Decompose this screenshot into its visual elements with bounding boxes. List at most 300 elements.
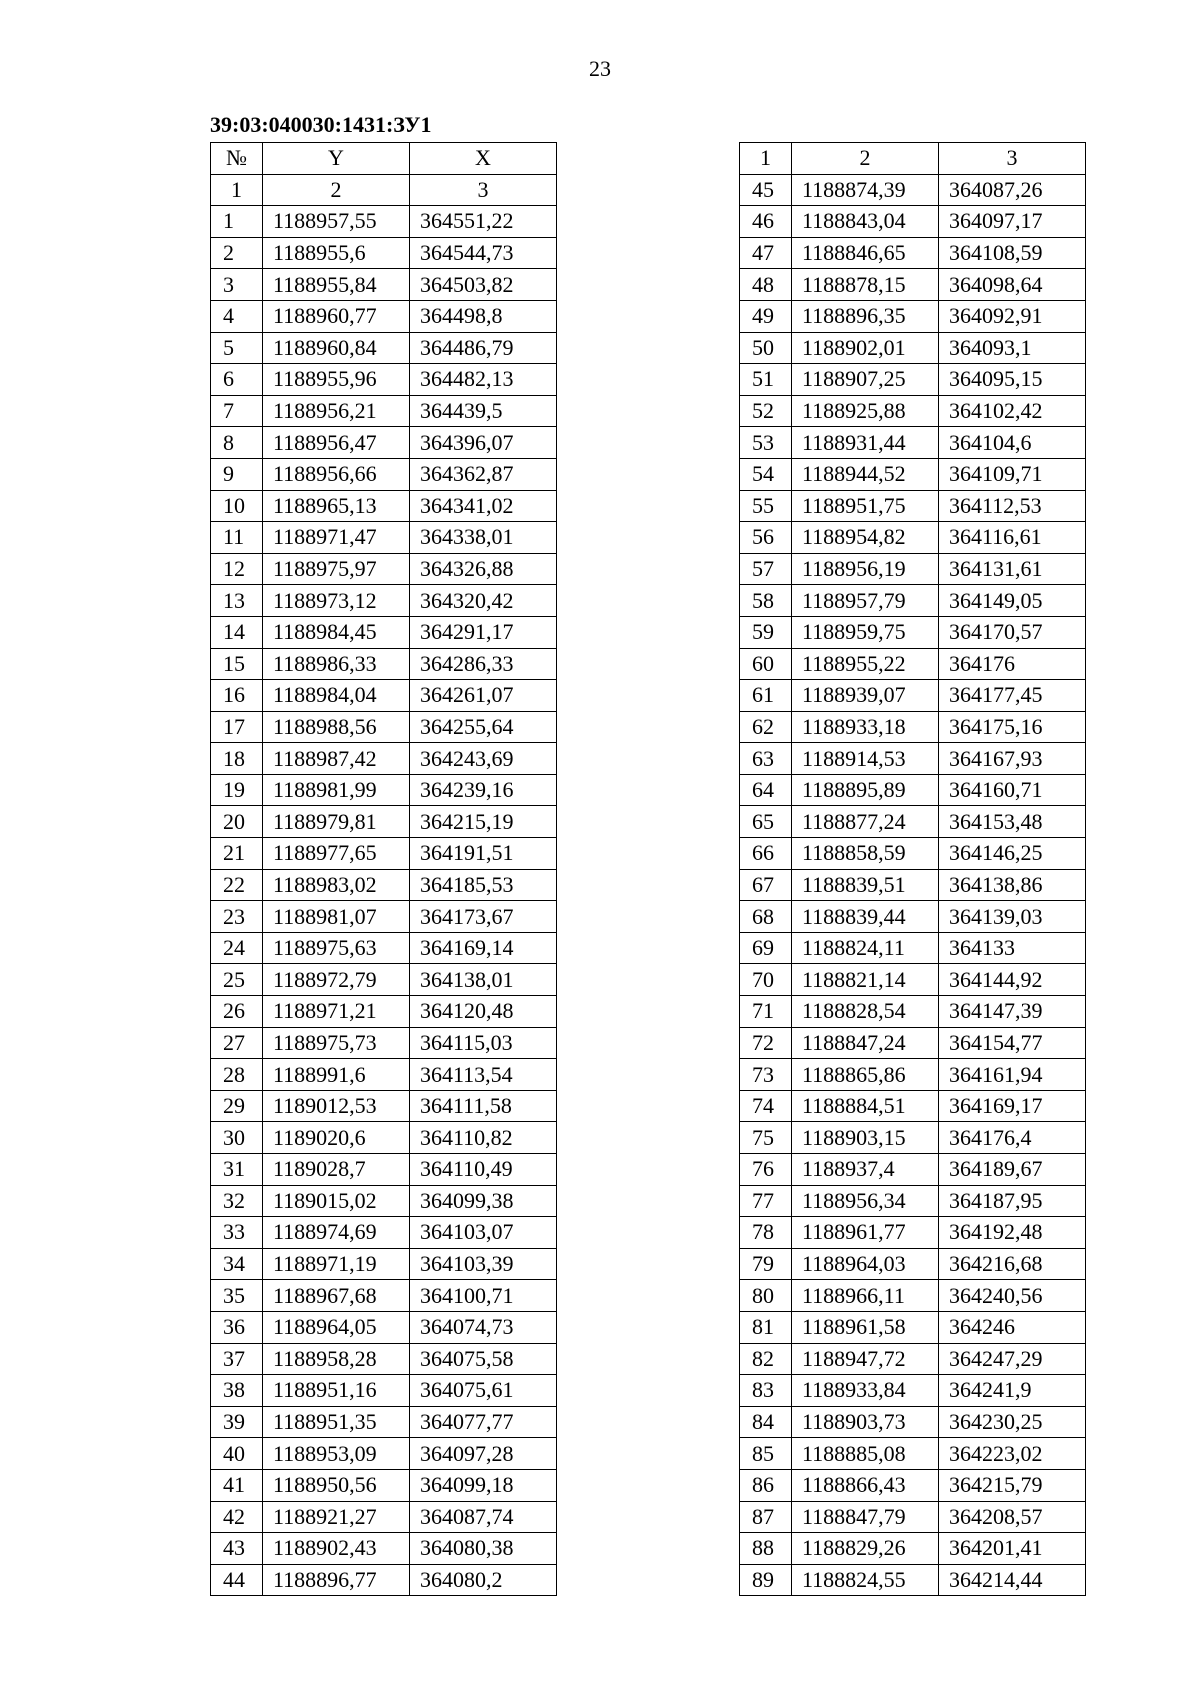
x-coordinate-cell: 364247,29 [939, 1343, 1086, 1375]
point-number-cell: 55 [740, 490, 792, 522]
x-coordinate-cell: 364099,38 [410, 1185, 557, 1217]
x-coordinate-cell: 364338,01 [410, 522, 557, 554]
point-number-cell: 3 [211, 269, 263, 301]
y-coordinate-cell: 1188972,79 [263, 964, 410, 996]
table-row [211, 1154, 557, 1186]
point-number-cell: 52 [740, 395, 792, 427]
x-coordinate-cell: 364208,57 [939, 1501, 1086, 1533]
x-coordinate-cell: 364498,8 [410, 300, 557, 332]
y-coordinate-cell: 1188983,02 [263, 869, 410, 901]
point-number-cell: 82 [740, 1343, 792, 1375]
point-number-cell: 80 [740, 1280, 792, 1312]
x-coordinate-cell: 364103,07 [410, 1217, 557, 1249]
y-coordinate-cell: 1188951,16 [263, 1375, 410, 1407]
x-coordinate-cell: 364439,5 [410, 395, 557, 427]
y-coordinate-cell: 1188956,21 [263, 395, 410, 427]
y-coordinate-cell: 1188987,42 [263, 743, 410, 775]
x-coordinate-cell: 364120,48 [410, 996, 557, 1028]
point-number-cell: 32 [211, 1185, 263, 1217]
point-number-cell: 31 [211, 1154, 263, 1186]
x-coordinate-cell: 364074,73 [410, 1311, 557, 1343]
y-coordinate-cell: 1188958,28 [263, 1343, 410, 1375]
point-number-cell: 46 [740, 206, 792, 238]
table-row [740, 458, 1086, 490]
table-row [740, 300, 1086, 332]
x-coordinate-cell: 364147,39 [939, 996, 1086, 1028]
point-number-cell: 62 [740, 711, 792, 743]
x-coordinate-cell: 364087,74 [410, 1501, 557, 1533]
x-coordinate-cell: 364108,59 [939, 237, 1086, 269]
y-coordinate-cell: 1188984,45 [263, 616, 410, 648]
y-coordinate-cell: 1188865,86 [792, 1059, 939, 1091]
y-coordinate-cell: 1188847,24 [792, 1027, 939, 1059]
point-number-cell: 70 [740, 964, 792, 996]
x-coordinate-cell: 364112,53 [939, 490, 1086, 522]
number-column-header: № [211, 143, 263, 175]
y-coordinate-cell: 1188973,12 [263, 585, 410, 617]
point-number-cell: 28 [211, 1059, 263, 1091]
x-coordinate-cell: 364149,05 [939, 585, 1086, 617]
point-number-cell: 57 [740, 553, 792, 585]
y-coordinate-cell: 1188878,15 [792, 269, 939, 301]
y-coordinate-cell: 1188828,54 [792, 996, 939, 1028]
x-coordinate-cell: 364161,94 [939, 1059, 1086, 1091]
point-number-cell: 54 [740, 458, 792, 490]
x-coordinate-cell: 364286,33 [410, 648, 557, 680]
point-number-cell: 27 [211, 1027, 263, 1059]
y-coordinate-cell: 1189020,6 [263, 1122, 410, 1154]
y-coordinate-cell: 1188967,68 [263, 1280, 410, 1312]
y-coordinate-cell: 1188824,11 [792, 932, 939, 964]
y-coordinate-cell: 1188956,34 [792, 1185, 939, 1217]
x-coordinate-cell: 364131,61 [939, 553, 1086, 585]
x-coordinate-cell: 364098,64 [939, 269, 1086, 301]
point-number-cell: 48 [740, 269, 792, 301]
column-index-3: 3 [939, 143, 1086, 175]
y-coordinate-cell: 1188903,73 [792, 1406, 939, 1438]
table-row [740, 996, 1086, 1028]
table-row [740, 1311, 1086, 1343]
point-number-cell: 6 [211, 364, 263, 396]
table-row [211, 269, 557, 301]
table-row [211, 774, 557, 806]
table-row [740, 1217, 1086, 1249]
table-row [740, 1343, 1086, 1375]
table-row [211, 1343, 557, 1375]
point-number-cell: 26 [211, 996, 263, 1028]
table-row [211, 1406, 557, 1438]
x-coordinate-cell: 364080,2 [410, 1564, 557, 1596]
y-coordinate-cell: 1188956,66 [263, 458, 410, 490]
table-row [211, 743, 557, 775]
y-coordinate-cell: 1188884,51 [792, 1090, 939, 1122]
table-row [740, 1185, 1086, 1217]
point-number-cell: 14 [211, 616, 263, 648]
y-coordinate-cell: 1189015,02 [263, 1185, 410, 1217]
x-coordinate-cell: 364223,02 [939, 1438, 1086, 1470]
y-coordinate-cell: 1188896,35 [792, 300, 939, 332]
point-number-cell: 17 [211, 711, 263, 743]
x-coordinate-cell: 364216,68 [939, 1248, 1086, 1280]
x-coordinate-cell: 364160,71 [939, 774, 1086, 806]
x-coordinate-cell: 364080,38 [410, 1533, 557, 1565]
x-coordinate-cell: 364092,91 [939, 300, 1086, 332]
table-row [740, 1248, 1086, 1280]
x-coordinate-cell: 364326,88 [410, 553, 557, 585]
table-row [740, 364, 1086, 396]
point-number-cell: 7 [211, 395, 263, 427]
y-coordinate-cell: 1188955,22 [792, 648, 939, 680]
point-number-cell: 42 [211, 1501, 263, 1533]
y-coordinate-cell: 1188955,84 [263, 269, 410, 301]
table-row [211, 680, 557, 712]
y-coordinate-cell: 1188966,11 [792, 1280, 939, 1312]
table-row [740, 806, 1086, 838]
point-number-cell: 44 [211, 1564, 263, 1596]
table-row [211, 1564, 557, 1596]
table-row [211, 585, 557, 617]
x-coordinate-cell: 364246 [939, 1311, 1086, 1343]
y-coordinate-cell: 1188974,69 [263, 1217, 410, 1249]
x-coordinate-cell: 364551,22 [410, 206, 557, 238]
x-coordinate-cell: 364170,57 [939, 616, 1086, 648]
table-row [740, 711, 1086, 743]
table-row [211, 838, 557, 870]
x-coordinate-cell: 364075,58 [410, 1343, 557, 1375]
y-coordinate-cell: 1188866,43 [792, 1469, 939, 1501]
table-row [740, 1059, 1086, 1091]
x-coordinate-cell: 364144,92 [939, 964, 1086, 996]
x-coordinate-cell: 364093,1 [939, 332, 1086, 364]
point-number-cell: 13 [211, 585, 263, 617]
y-coordinate-cell: 1188975,97 [263, 553, 410, 585]
table-row [740, 585, 1086, 617]
table-row [211, 206, 557, 238]
x-coordinate-cell: 364239,16 [410, 774, 557, 806]
y-coordinate-cell: 1188933,18 [792, 711, 939, 743]
point-number-cell: 4 [211, 300, 263, 332]
x-coordinate-cell: 364075,61 [410, 1375, 557, 1407]
point-number-cell: 85 [740, 1438, 792, 1470]
point-number-cell: 87 [740, 1501, 792, 1533]
point-number-cell: 84 [740, 1406, 792, 1438]
x-coordinate-cell: 364102,42 [939, 395, 1086, 427]
table-row [211, 1090, 557, 1122]
y-coordinate-cell: 1188981,99 [263, 774, 410, 806]
y-coordinate-cell: 1188965,13 [263, 490, 410, 522]
table-row [211, 1059, 557, 1091]
y-coordinate-cell: 1188939,07 [792, 680, 939, 712]
y-column-header: Y [263, 143, 410, 175]
table-row [211, 237, 557, 269]
y-coordinate-cell: 1188986,33 [263, 648, 410, 680]
table-row [211, 1469, 557, 1501]
x-coordinate-cell: 364153,48 [939, 806, 1086, 838]
y-coordinate-cell: 1188907,25 [792, 364, 939, 396]
table-row [211, 427, 557, 459]
table-row [211, 869, 557, 901]
table-row [740, 1280, 1086, 1312]
table-row [211, 522, 557, 554]
table-row [740, 427, 1086, 459]
table-row [211, 1280, 557, 1312]
point-number-cell: 56 [740, 522, 792, 554]
x-column-header: X [410, 143, 557, 175]
x-coordinate-cell: 364169,17 [939, 1090, 1086, 1122]
point-number-cell: 71 [740, 996, 792, 1028]
y-coordinate-cell: 1188944,52 [792, 458, 939, 490]
table-row [211, 332, 557, 364]
table-row [211, 616, 557, 648]
table-row [740, 553, 1086, 585]
table-row [211, 1027, 557, 1059]
y-coordinate-cell: 1188821,14 [792, 964, 939, 996]
x-coordinate-cell: 364255,64 [410, 711, 557, 743]
x-coordinate-cell: 364214,44 [939, 1564, 1086, 1596]
x-coordinate-cell: 364187,95 [939, 1185, 1086, 1217]
point-number-cell: 88 [740, 1533, 792, 1565]
x-coordinate-cell: 364189,67 [939, 1154, 1086, 1186]
table-row [740, 964, 1086, 996]
y-coordinate-cell: 1188839,44 [792, 901, 939, 933]
y-coordinate-cell: 1188937,4 [792, 1154, 939, 1186]
x-coordinate-cell: 364503,82 [410, 269, 557, 301]
point-number-cell: 10 [211, 490, 263, 522]
x-coordinate-cell: 364113,54 [410, 1059, 557, 1091]
y-coordinate-cell: 1188925,88 [792, 395, 939, 427]
y-coordinate-cell: 1188829,26 [792, 1533, 939, 1565]
table-row [740, 1406, 1086, 1438]
coordinates-table-right [739, 142, 1086, 1596]
point-number-cell: 69 [740, 932, 792, 964]
table-row [211, 395, 557, 427]
table-row [740, 1122, 1086, 1154]
table-row [740, 838, 1086, 870]
table-header-row [740, 143, 1086, 175]
x-coordinate-cell: 364097,17 [939, 206, 1086, 238]
coordinates-table-left [210, 142, 557, 1596]
x-coordinate-cell: 364115,03 [410, 1027, 557, 1059]
x-coordinate-cell: 364154,77 [939, 1027, 1086, 1059]
point-number-cell: 59 [740, 616, 792, 648]
page-number: 23 [589, 56, 611, 81]
table-row [211, 711, 557, 743]
point-number-cell: 23 [211, 901, 263, 933]
y-coordinate-cell: 1188895,89 [792, 774, 939, 806]
parcel-id-heading: 39:03:040030:1431:ЗУ1 [210, 112, 432, 137]
x-coordinate-cell: 364087,26 [939, 174, 1086, 206]
column-index-3: 3 [410, 174, 557, 206]
y-coordinate-cell: 1188933,84 [792, 1375, 939, 1407]
table-row [740, 1438, 1086, 1470]
point-number-cell: 45 [740, 174, 792, 206]
point-number-cell: 30 [211, 1122, 263, 1154]
point-number-cell: 34 [211, 1248, 263, 1280]
y-coordinate-cell: 1188956,47 [263, 427, 410, 459]
x-coordinate-cell: 364176,4 [939, 1122, 1086, 1154]
x-coordinate-cell: 364201,41 [939, 1533, 1086, 1565]
table-row [740, 648, 1086, 680]
y-coordinate-cell: 1188981,07 [263, 901, 410, 933]
y-coordinate-cell: 1188957,79 [792, 585, 939, 617]
y-coordinate-cell: 1188874,39 [792, 174, 939, 206]
x-coordinate-cell: 364185,53 [410, 869, 557, 901]
point-number-cell: 33 [211, 1217, 263, 1249]
point-number-cell: 63 [740, 743, 792, 775]
table-row [211, 553, 557, 585]
x-coordinate-cell: 364177,45 [939, 680, 1086, 712]
x-coordinate-cell: 364133 [939, 932, 1086, 964]
x-coordinate-cell: 364396,07 [410, 427, 557, 459]
point-number-cell: 68 [740, 901, 792, 933]
y-coordinate-cell: 1188960,77 [263, 300, 410, 332]
table-row [740, 1154, 1086, 1186]
x-coordinate-cell: 364167,93 [939, 743, 1086, 775]
x-coordinate-cell: 364176 [939, 648, 1086, 680]
x-coordinate-cell: 364104,6 [939, 427, 1086, 459]
y-coordinate-cell: 1188950,56 [263, 1469, 410, 1501]
point-number-cell: 79 [740, 1248, 792, 1280]
point-number-cell: 36 [211, 1311, 263, 1343]
x-coordinate-cell: 364215,19 [410, 806, 557, 838]
x-coordinate-cell: 364175,16 [939, 711, 1086, 743]
y-coordinate-cell: 1189028,7 [263, 1154, 410, 1186]
table-row [740, 616, 1086, 648]
y-coordinate-cell: 1188984,04 [263, 680, 410, 712]
point-number-cell: 86 [740, 1469, 792, 1501]
point-number-cell: 24 [211, 932, 263, 964]
x-coordinate-cell: 364110,82 [410, 1122, 557, 1154]
point-number-cell: 53 [740, 427, 792, 459]
x-coordinate-cell: 364544,73 [410, 237, 557, 269]
table-row [740, 680, 1086, 712]
point-number-cell: 29 [211, 1090, 263, 1122]
y-coordinate-cell: 1188961,58 [792, 1311, 939, 1343]
x-coordinate-cell: 364230,25 [939, 1406, 1086, 1438]
x-coordinate-cell: 364116,61 [939, 522, 1086, 554]
y-coordinate-cell: 1188885,08 [792, 1438, 939, 1470]
table-row [211, 901, 557, 933]
table-row [740, 1027, 1086, 1059]
y-coordinate-cell: 1188971,19 [263, 1248, 410, 1280]
x-coordinate-cell: 364146,25 [939, 838, 1086, 870]
y-coordinate-cell: 1188858,59 [792, 838, 939, 870]
table-row [211, 1533, 557, 1565]
y-coordinate-cell: 1188824,55 [792, 1564, 939, 1596]
point-number-cell: 16 [211, 680, 263, 712]
point-number-cell: 60 [740, 648, 792, 680]
table-row [740, 743, 1086, 775]
x-coordinate-cell: 364100,71 [410, 1280, 557, 1312]
x-coordinate-cell: 364482,13 [410, 364, 557, 396]
y-coordinate-cell: 1188975,63 [263, 932, 410, 964]
table-subheader-row [211, 174, 557, 206]
x-coordinate-cell: 364261,07 [410, 680, 557, 712]
table-row [211, 1217, 557, 1249]
point-number-cell: 18 [211, 743, 263, 775]
table-row [740, 901, 1086, 933]
point-number-cell: 47 [740, 237, 792, 269]
point-number-cell: 19 [211, 774, 263, 806]
point-number-cell: 58 [740, 585, 792, 617]
point-number-cell: 67 [740, 869, 792, 901]
table-row [740, 869, 1086, 901]
table-row [740, 1533, 1086, 1565]
x-coordinate-cell: 364169,14 [410, 932, 557, 964]
x-coordinate-cell: 364191,51 [410, 838, 557, 870]
point-number-cell: 20 [211, 806, 263, 838]
point-number-cell: 43 [211, 1533, 263, 1565]
table-row [211, 1375, 557, 1407]
table-row [211, 964, 557, 996]
y-coordinate-cell: 1188964,03 [792, 1248, 939, 1280]
table-row [740, 395, 1086, 427]
point-number-cell: 73 [740, 1059, 792, 1091]
y-coordinate-cell: 1188991,6 [263, 1059, 410, 1091]
y-coordinate-cell: 1189012,53 [263, 1090, 410, 1122]
point-number-cell: 5 [211, 332, 263, 364]
point-number-cell: 49 [740, 300, 792, 332]
point-number-cell: 37 [211, 1343, 263, 1375]
y-coordinate-cell: 1188839,51 [792, 869, 939, 901]
x-coordinate-cell: 364077,77 [410, 1406, 557, 1438]
y-coordinate-cell: 1188957,55 [263, 206, 410, 238]
column-index-1: 1 [211, 174, 263, 206]
table-row [211, 1438, 557, 1470]
table-row [211, 364, 557, 396]
table-row [211, 1311, 557, 1343]
point-number-cell: 22 [211, 869, 263, 901]
y-coordinate-cell: 1188953,09 [263, 1438, 410, 1470]
y-coordinate-cell: 1188947,72 [792, 1343, 939, 1375]
table-row [740, 1090, 1086, 1122]
table-row [211, 648, 557, 680]
y-coordinate-cell: 1188971,47 [263, 522, 410, 554]
x-coordinate-cell: 364291,17 [410, 616, 557, 648]
x-coordinate-cell: 364240,56 [939, 1280, 1086, 1312]
point-number-cell: 75 [740, 1122, 792, 1154]
point-number-cell: 21 [211, 838, 263, 870]
y-coordinate-cell: 1188977,65 [263, 838, 410, 870]
table-row [740, 522, 1086, 554]
x-coordinate-cell: 364173,67 [410, 901, 557, 933]
x-coordinate-cell: 364110,49 [410, 1154, 557, 1186]
y-coordinate-cell: 1188954,82 [792, 522, 939, 554]
y-coordinate-cell: 1188951,75 [792, 490, 939, 522]
point-number-cell: 9 [211, 458, 263, 490]
table-row [740, 1469, 1086, 1501]
y-coordinate-cell: 1188975,73 [263, 1027, 410, 1059]
point-number-cell: 51 [740, 364, 792, 396]
table-row [740, 932, 1086, 964]
y-coordinate-cell: 1188956,19 [792, 553, 939, 585]
point-number-cell: 35 [211, 1280, 263, 1312]
y-coordinate-cell: 1188988,56 [263, 711, 410, 743]
x-coordinate-cell: 364362,87 [410, 458, 557, 490]
x-coordinate-cell: 364320,42 [410, 585, 557, 617]
y-coordinate-cell: 1188959,75 [792, 616, 939, 648]
table-row [740, 1501, 1086, 1533]
table-row [740, 1375, 1086, 1407]
table-row [211, 806, 557, 838]
table-row [740, 332, 1086, 364]
point-number-cell: 41 [211, 1469, 263, 1501]
table-row [211, 996, 557, 1028]
x-coordinate-cell: 364486,79 [410, 332, 557, 364]
x-coordinate-cell: 364097,28 [410, 1438, 557, 1470]
column-index-2: 2 [792, 143, 939, 175]
y-coordinate-cell: 1188902,43 [263, 1533, 410, 1565]
